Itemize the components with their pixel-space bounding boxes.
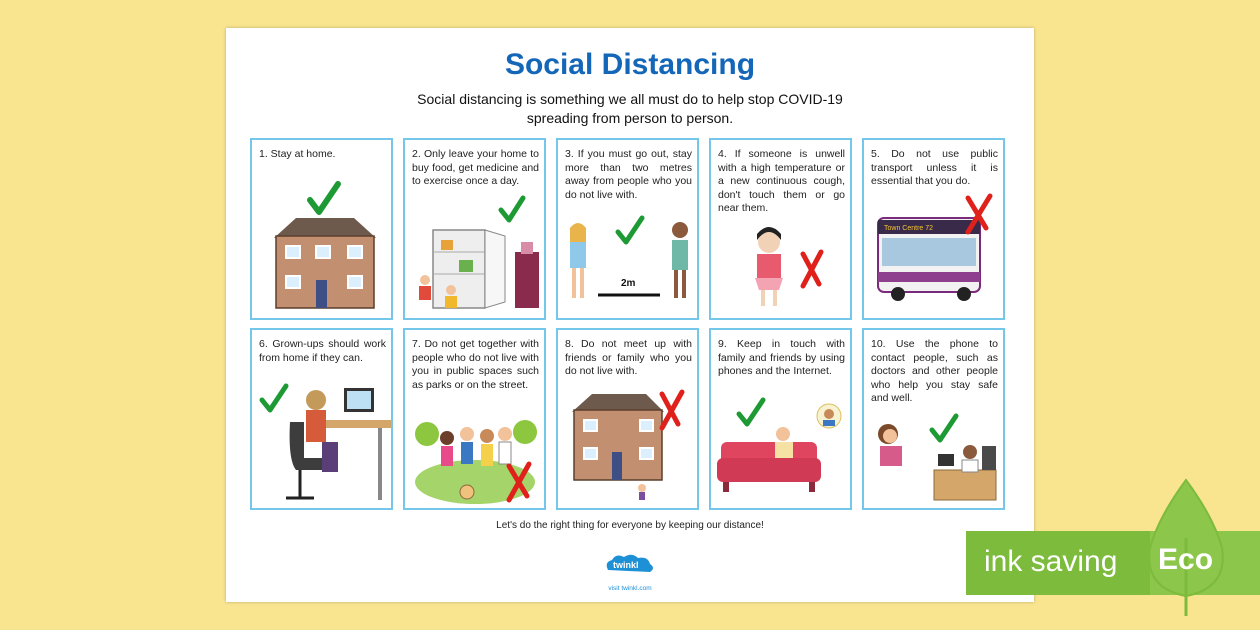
rule-card-7 bbox=[403, 328, 546, 510]
twinkl-logo bbox=[602, 552, 658, 576]
tick-icon bbox=[262, 386, 286, 410]
worksheet bbox=[226, 28, 1034, 602]
footer-text: Let's do the right thing for everyone by keeping our distance! bbox=[496, 520, 764, 531]
logo-wordmark: twinkl bbox=[613, 560, 639, 570]
rule-text: 6. Grown-ups should work from home if they can. bbox=[259, 338, 386, 364]
rule-text: 8. Do not meet up with friends or family who you do not live with. bbox=[565, 338, 692, 377]
distance-label: 2m bbox=[621, 278, 636, 289]
eco-label: Eco bbox=[1158, 543, 1214, 576]
ink-saving-label: ink saving bbox=[984, 545, 1118, 578]
cross-icon bbox=[803, 252, 821, 286]
cross-icon bbox=[662, 392, 682, 428]
tick-icon bbox=[739, 400, 763, 424]
page-subtitle: Social distancing is something we all must do to help stop COVID-19 spreading from person to person. bbox=[417, 91, 843, 126]
page-title: Social Distancing bbox=[504, 48, 756, 81]
rules-grid bbox=[250, 138, 1012, 510]
rule-card-9 bbox=[709, 328, 852, 510]
rule-text: 7. Do not get together with people who do not live with you in public spaces such as parks or on the street. bbox=[412, 338, 539, 391]
rule-text: 9. Keep in touch with family and friends by using phones and the Internet. bbox=[718, 338, 845, 377]
house-illustration bbox=[252, 140, 393, 320]
rule-text: 2. Only leave your home to buy food, get medicine and to exercise once a day. bbox=[412, 148, 539, 187]
tick-icon bbox=[501, 198, 523, 220]
tick-icon bbox=[932, 416, 956, 440]
rule-text: 3. If you must go out, stay more than two metres away from people who you do not live with. bbox=[565, 148, 692, 201]
rule-card-2 bbox=[403, 138, 546, 320]
rule-card-1 bbox=[250, 138, 393, 320]
rule-text: 1. Stay at home. bbox=[259, 148, 336, 160]
tick-icon bbox=[618, 218, 642, 242]
rule-card-5 bbox=[862, 138, 1005, 320]
rule-card-3 bbox=[556, 138, 699, 320]
rule-text: 4. If someone is unwell with a high temperature or a new continuous cough, don't touch them or go near them. bbox=[718, 148, 845, 214]
rule-text: 5. Do not use public transport unless it is essential that you do. bbox=[871, 148, 998, 187]
logo-url: visit twinkl.com bbox=[608, 585, 652, 592]
bus-destination-sign: Town Centre 72 bbox=[884, 225, 934, 232]
rule-card-4 bbox=[709, 138, 852, 320]
rule-text: 10. Use the phone to contact people, such as doctors and other people who help you stay safe and well. bbox=[871, 338, 998, 404]
tick-icon bbox=[310, 184, 338, 212]
rule-card-6 bbox=[250, 328, 393, 510]
rule-card-10 bbox=[862, 328, 1005, 510]
rule-card-8 bbox=[556, 328, 699, 510]
